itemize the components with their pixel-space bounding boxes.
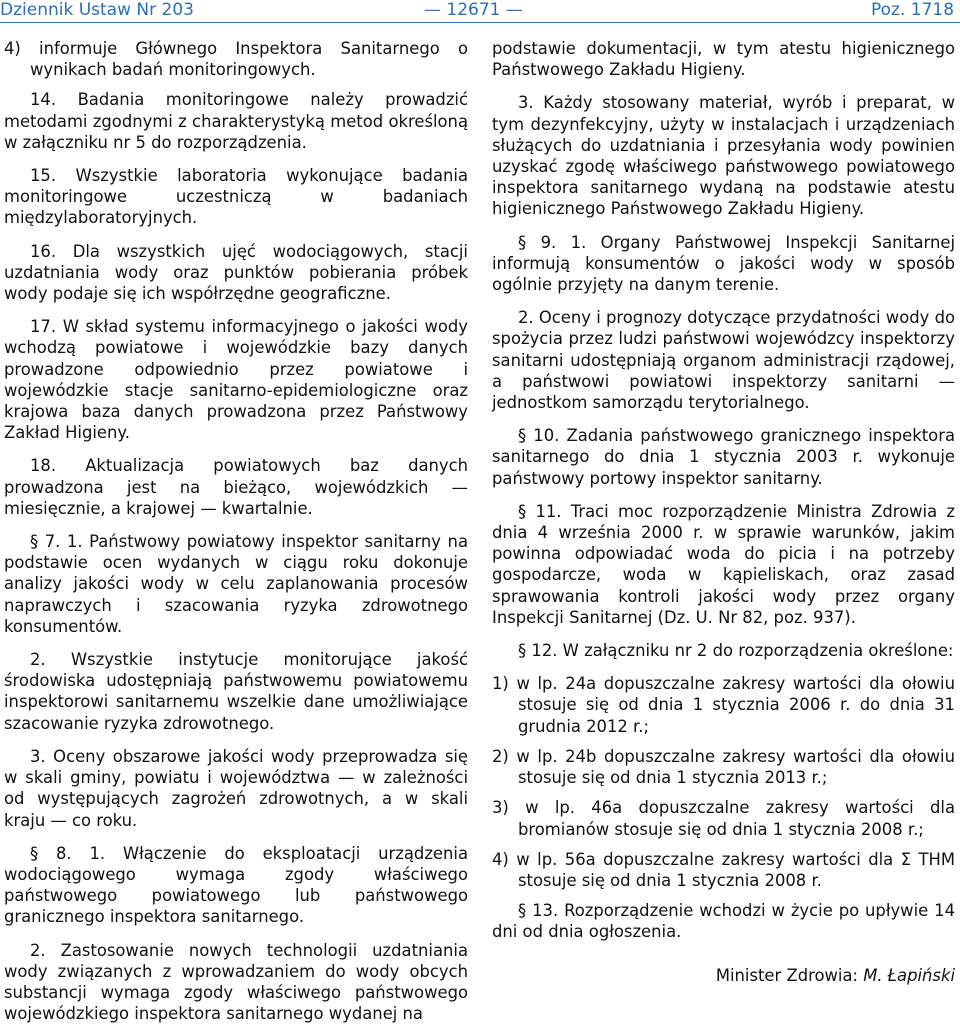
- paragraph: 18. Aktualizacja powiatowych baz danych prowadzona jest na bieżąco, wojewódzkich — miesięcznie, a krajowej — kwartalnie.: [4, 456, 468, 518]
- paragraph: § 8. 1. Włączenie do eksploatacji urządzenia wodociągowego wymaga zgody właściwego państwowego powiatowego lub państwowego granicznego inspektora sanitarnego.: [4, 843, 468, 927]
- paragraph: 2. Oceny i prognozy dotyczące przydatności wody do spożycia przez ludzi państwowi wojewódzcy inspektorzy sanitarni udostępniają organom administracji rządowej, a państwowi powiatowi inspektorzy sanitarni — jednostkom samorządu terytorialnego.: [492, 308, 955, 413]
- paragraph: 2. Zastosowanie nowych technologii uzdatniania wody związanych z wprowadzaniem do wody obcych substancji wymaga zgody właściwego państwowego wojewódzkiego inspektora sanitarnego wydanej na: [4, 940, 468, 1024]
- list-item: 2) w lp. 24b dopuszczalne zakresy wartości dla ołowiu stosuje się od dnia 1 stycznia 2013 r.;: [492, 746, 955, 788]
- left-column: [4, 38, 468, 1036]
- paragraph: 15. Wszystkie laboratoria wykonujące badania monitoringowe uczestniczą w badaniach międzylaboratoryjnych.: [4, 166, 468, 228]
- signature-name: M. Łapiński: [863, 965, 955, 985]
- list-item: 1) w lp. 24a dopuszczalne zakresy wartości dla ołowiu stosuje się od dnia 1 stycznia 2006 r. do dnia 31 grudnia 2012 r.;: [492, 674, 955, 736]
- right-column: [492, 38, 955, 998]
- header-rule: [0, 22, 960, 23]
- paragraph: § 10. Zadania państwowego granicznego inspektora sanitarnego do dnia 1 stycznia 2003 r. wykonuje państwowy portowy inspektor sanitarny.: [492, 426, 955, 488]
- paragraph: § 11. Traci moc rozporządzenie Ministra Zdrowia z dnia 4 września 2000 r. w sprawie warunków, jakim powinna odpowiadać woda do picia i na potrzeby gospodarcze, woda w kąpieliskach, oraz zasad sprawowania kontroli jakości wody przez organy Inspekcji Sanitarnej (Dz. U. Nr 82, poz. 937).: [492, 501, 955, 627]
- paragraph: 4) informuje Głównego Inspektora Sanitarnego o wynikach badań monitoringowych.: [4, 39, 468, 80]
- paragraph: 2. Wszystkie instytucje monitorujące jakość środowiska udostępniają państwowemu powiatowemu inspektorowi sanitarnemu wszelkie dane umożliwiające szacowanie ryzyka zdrowotnego.: [4, 650, 468, 733]
- page-header: [0, 0, 960, 30]
- paragraph: 16. Dla wszystkich ujęć wodociągowych, stacji uzdatniania wody oraz punktów pobierania próbek wody podaje się ich współrzędne geograficzne.: [4, 241, 468, 304]
- signature: [492, 965, 955, 986]
- paragraph: 14. Badania monitoringowe należy prowadzić metodami zgodnymi z charakterystyką metod określoną w załączniku nr 5 do rozporządzenia.: [4, 90, 468, 152]
- position-number: Poz. 1718: [871, 0, 955, 20]
- paragraph: § 13. Rozporządzenie wchodzi w życie po upływie 14 dni od dnia ogłoszenia.: [492, 901, 955, 942]
- paragraph: § 12. W załączniku nr 2 do rozporządzenia określone:: [518, 641, 954, 661]
- paragraph: 17. W skład systemu informacyjnego o jakości wody wchodzą powiatowe i wojewódzkie bazy danych prowadzone odpowiednio przez powiatowe i wojewódzkie stacje sanitarno-epidemiologiczne oraz krajowa baza danych prowadzona przez Państwowy Zakład Higieny.: [4, 317, 468, 443]
- paragraph: 3. Każdy stosowany materiał, wyrób i preparat, w tym dezynfekcyjny, użyty w instalacjach i urządzeniach służących do uzdatniania i przesyłania wody powinien uzyskać zgodę właściwego państwowego powiatowego inspektora sanitarnego wydaną na podstawie atestu higienicznego Państwowego Zakładu Higieny.: [492, 93, 955, 219]
- page-number: — 12671 —: [424, 0, 523, 20]
- paragraph: 3. Oceny obszarowe jakości wody przeprowadza się w skali gminy, powiatu i województwa — w zależności od występujących zagrożeń zdrowotnych, a w skali kraju — co roku.: [4, 746, 468, 830]
- paragraph: § 7. 1. Państwowy powiatowy inspektor sanitarny na podstawie ocen wydanych w ciągu roku dokonuje analizy jakości wody w celu zaplanowania procesów naprawczych i szacowania ryzyka zdrowotnego konsumentów.: [4, 532, 468, 636]
- journal-title: Dziennik Ustaw Nr 203: [0, 0, 194, 20]
- list-item: 4) w lp. 56a dopuszczalne zakresy wartości dla Σ THM stosuje się od dnia 1 stycznia 2008 r.: [492, 849, 955, 890]
- signature-label: Minister Zdrowia:: [715, 965, 864, 985]
- paragraph: podstawie dokumentacji, w tym atestu higienicznego Państwowego Zakładu Higieny.: [492, 39, 955, 80]
- paragraph: § 9. 1. Organy Państwowej Inspekcji Sanitarnej informują konsumentów o jakości wody w sposób ogólnie przyjęty na danym terenie.: [492, 232, 955, 295]
- list-item: 3) w lp. 46a dopuszczalne zakresy wartości dla bromianów stosuje się od dnia 1 stycznia 2008 r.;: [492, 798, 955, 839]
